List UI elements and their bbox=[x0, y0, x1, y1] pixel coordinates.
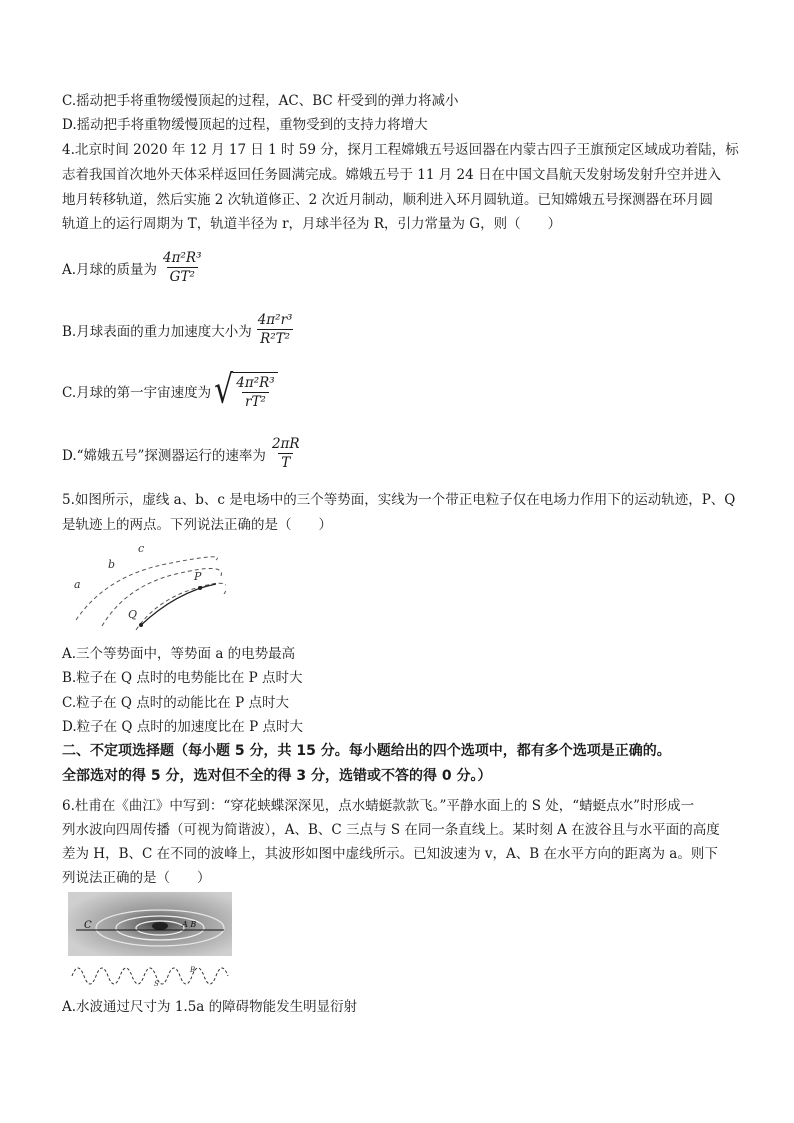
q5-stem-line2: 是轨迹上的两点。下列说法正确的是（ ） bbox=[62, 517, 332, 533]
q5-option-c: C.粒子在 Q 点时的动能比在 P 点时大 bbox=[62, 695, 289, 711]
q3-option-d: D.摇动把手将重物缓慢顶起的过程，重物受到的支持力将增大 bbox=[62, 117, 428, 133]
q5-option-a: A.三个等势面中，等势面 a 的电势最高 bbox=[62, 646, 296, 662]
q4-option-d-fraction: $\frac{2\pi R}{T}$ bbox=[271, 436, 300, 471]
section-2-heading-line1: 二、不定项选择题（每小题 5 分，共 15 分。每小题给出的四个选项中，都有多个选项是正确的。 bbox=[62, 743, 671, 759]
q4-option-c-sqrt: √ $\frac{\text{4π²R³}}{\text{rT²}}$ bbox=[214, 372, 278, 410]
q4-option-c-label: C.月球的第一宇宙速度为 bbox=[62, 385, 212, 401]
q4-option-d bbox=[62, 436, 303, 471]
q4-option-d-label: D.“嫦娥五号”探测器运行的速率为 bbox=[62, 447, 266, 464]
label-a-b: A B bbox=[182, 920, 197, 929]
water-drop bbox=[152, 922, 168, 930]
q5-stem-line1: 5.如图所示，虚线 a、b、c 是电场中的三个等势面，实线为一个带正电粒子仅在电场力作用下的运动轨迹，P、Q bbox=[62, 492, 736, 508]
q6-stem-line2: 列水波向四周传播（可视为简谐波），A、B、C 三点与 S 在同一条直线上。某时刻 A 在波谷且与水平面的高度 bbox=[62, 822, 720, 838]
label-s: S bbox=[154, 980, 159, 988]
label-q: Q bbox=[128, 608, 138, 621]
equipotential-c bbox=[136, 583, 226, 630]
particle-trajectory bbox=[140, 584, 216, 626]
q6-stem-line3: 差为 H，B、C 在不同的波峰上，其波形如图中虚线所示。已知波速为 v，A、B 在水平方向的距离为 a。则下 bbox=[62, 846, 718, 862]
q4-stem-line3: 地月转移轨道，然后实施 2 次轨道修正、2 次近月制动，顺利进入环月圆轨道。已知嫦娥五号探测器在环月圆 bbox=[62, 192, 714, 208]
q4-stem-line2: 志着我国首次地外天体采样返回任务圆满完成。嫦娥五号于 11 月 24 日在中国文昌航天发射场发射升空并进入 bbox=[62, 167, 722, 183]
point-q bbox=[139, 623, 143, 627]
section-2-heading-line2: 全部选对的得 5 分，选对但不全的得 3 分，选错或不答的得 0 分。） bbox=[62, 768, 492, 784]
q4-option-c bbox=[62, 367, 278, 414]
q5-option-d: D.粒子在 Q 点时的加速度比在 P 点时大 bbox=[62, 719, 303, 735]
label-b: b bbox=[108, 558, 116, 571]
point-p bbox=[198, 586, 202, 590]
label-c: c bbox=[138, 542, 145, 555]
q4-option-a-label: A.月球的质量为 bbox=[62, 261, 158, 278]
equipotential-b bbox=[102, 568, 221, 626]
q4-option-b bbox=[62, 312, 295, 347]
label-b-wave: B bbox=[190, 966, 196, 974]
q6-stem-line4: 列说法正确的是（ ） bbox=[62, 870, 211, 886]
label-a: a bbox=[74, 578, 81, 591]
waveform-dashed bbox=[72, 968, 228, 984]
q4-option-a-fraction: $\frac{\text{4π²R³}}{\text{GT²}}$ bbox=[163, 250, 202, 285]
q6-option-a: A.水波通过尺寸为 1.5a 的障碍物能发生明显衍射 bbox=[62, 999, 358, 1015]
q4-stem-line4: 轨道上的运行周期为 T，轨道半径为 r，月球半径为 R，引力常量为 G，则（ ） bbox=[62, 216, 562, 232]
q5-equipotential-figure bbox=[66, 540, 226, 636]
label-p: P bbox=[194, 570, 202, 583]
q4-option-b-label: B.月球表面的重力加速度大小为 bbox=[62, 323, 252, 340]
q4-stem-line1: 4.北京时间 2020 年 12 月 17 日 1 时 59 分，探月工程嫦娥五号返回器在内蒙古四子王旗预定区域成功着陆，标 bbox=[62, 142, 739, 158]
q6-water-ripple-figure bbox=[68, 892, 232, 988]
q5-option-b: B.粒子在 Q 点时的电势能比在 P 点时大 bbox=[62, 670, 303, 686]
equipotential-a bbox=[76, 557, 217, 620]
q4-option-b-fraction: $\frac{\text{4π²r³}}{\text{R²T²}}$ bbox=[257, 312, 293, 347]
label-c: C bbox=[84, 920, 92, 931]
q3-option-c: C.摇动把手将重物缓慢顶起的过程，AC、BC 杆受到的弹力将减小 bbox=[62, 93, 459, 109]
sqrt-sign-icon: √ bbox=[214, 367, 234, 414]
q4-option-a bbox=[62, 250, 205, 285]
q6-stem-line1: 6.杜甫在《曲江》中写到：“穿花蛱蝶深深见，点水蜻蜓款款飞。”平静水面上的 S 处，“蜻蜓点水”时形成一 bbox=[62, 798, 695, 814]
